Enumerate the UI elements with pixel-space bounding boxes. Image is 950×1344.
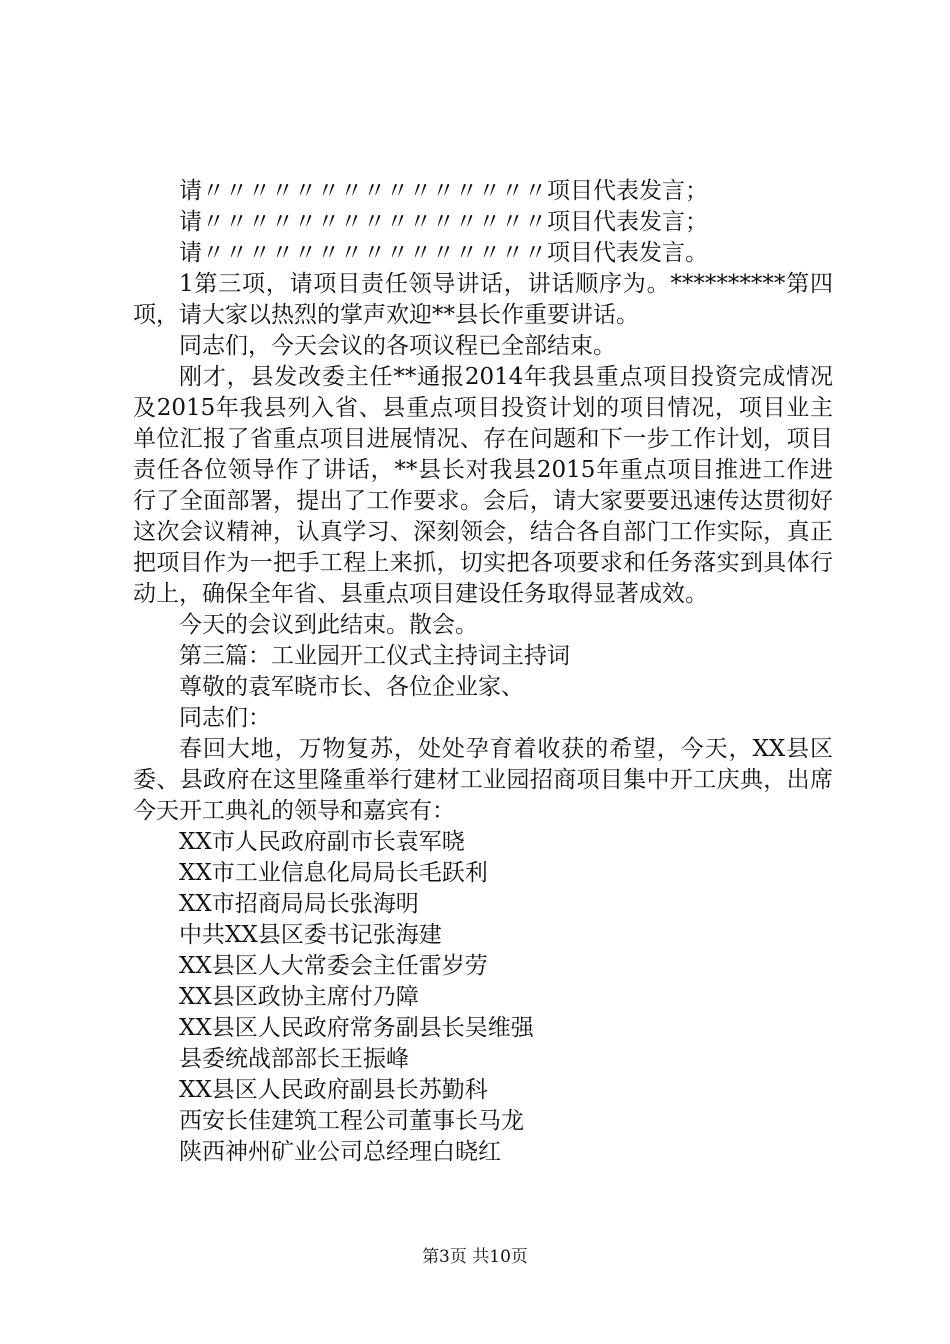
- paragraph-opening: 春回大地，万物复苏，处处孕育着收获的希望，今天，XX县区委、县政府在这里隆重举行建材工业园招商项目集中开工庆典，出席今天开工典礼的领导和嘉宾有：: [133, 736, 833, 824]
- guest-list-item: XX市工业信息化局局长毛跃利: [179, 860, 488, 886]
- salutation-line-1: 尊敬的袁军晓市长、各位企业家、: [179, 674, 524, 700]
- guest-list-item: 中共XX县区委书记张海建: [179, 922, 442, 948]
- guest-list-item: XX县区人大常委会主任雷岁劳: [179, 953, 488, 979]
- salutation-line-2: 同志们：: [179, 705, 271, 731]
- paragraph-4: 1第三项，请项目责任领导讲话，讲话顺序为。**********第四项，请大家以热烈的掌声欢迎**县长作重要讲话。: [133, 271, 833, 328]
- paragraph-5: 同志们，今天会议的各项议程已全部结束。: [179, 333, 616, 359]
- guest-list-item: 县委统战部部长王振峰: [179, 1046, 409, 1072]
- section-heading: 第三篇：工业园开工仪式主持词主持词: [179, 643, 570, 669]
- guest-list-item: 陕西神州矿业公司总经理白晓红: [179, 1139, 501, 1165]
- paragraph-7: 今天的会议到此结束。散会。: [179, 612, 478, 638]
- paragraph-3: 请〃〃〃〃〃〃〃〃〃〃〃〃〃〃〃项目代表发言。: [179, 240, 708, 266]
- paragraph-1: 请〃〃〃〃〃〃〃〃〃〃〃〃〃〃〃项目代表发言；: [179, 178, 708, 204]
- guest-list-item: XX县区政协主席付乃障: [179, 984, 419, 1010]
- guest-list-item: XX县区人民政府副县长苏勤科: [179, 1077, 488, 1103]
- guest-list-item: XX市人民政府副市长袁军晓: [179, 829, 465, 855]
- page-number-footer: 第3页 共10页: [422, 1247, 528, 1267]
- document-body: [133, 176, 833, 1168]
- guest-list-item: 西安长佳建筑工程公司董事长马龙: [179, 1108, 524, 1134]
- guest-list-item: XX市招商局局长张海明: [179, 891, 419, 917]
- paragraph-2: 请〃〃〃〃〃〃〃〃〃〃〃〃〃〃〃项目代表发言；: [179, 209, 708, 235]
- paragraph-6: 刚才，县发改委主任**通报2014年我县重点项目投资完成情况及2015年我县列入省、县重点项目投资计划的项目情况，项目业主单位汇报了省重点项目进展情况、存在问题和下一步工作计划，项目责任各位领导作了讲话，**县长对我县2015年重点项目推进工作进行了全面部署，提出了工作要求。会后，请大家要要迅速传达贯彻好这次会议精神，认真学习、深刻领会，结合各自部门工作实际，真正把项目作为一把手工程上来抓，切实把各项要求和任务落实到具体行动上，确保全年省、县重点项目建设任务取得显著成效。: [133, 364, 833, 607]
- guest-list-item: XX县区人民政府常务副县长吴维强: [179, 1015, 534, 1041]
